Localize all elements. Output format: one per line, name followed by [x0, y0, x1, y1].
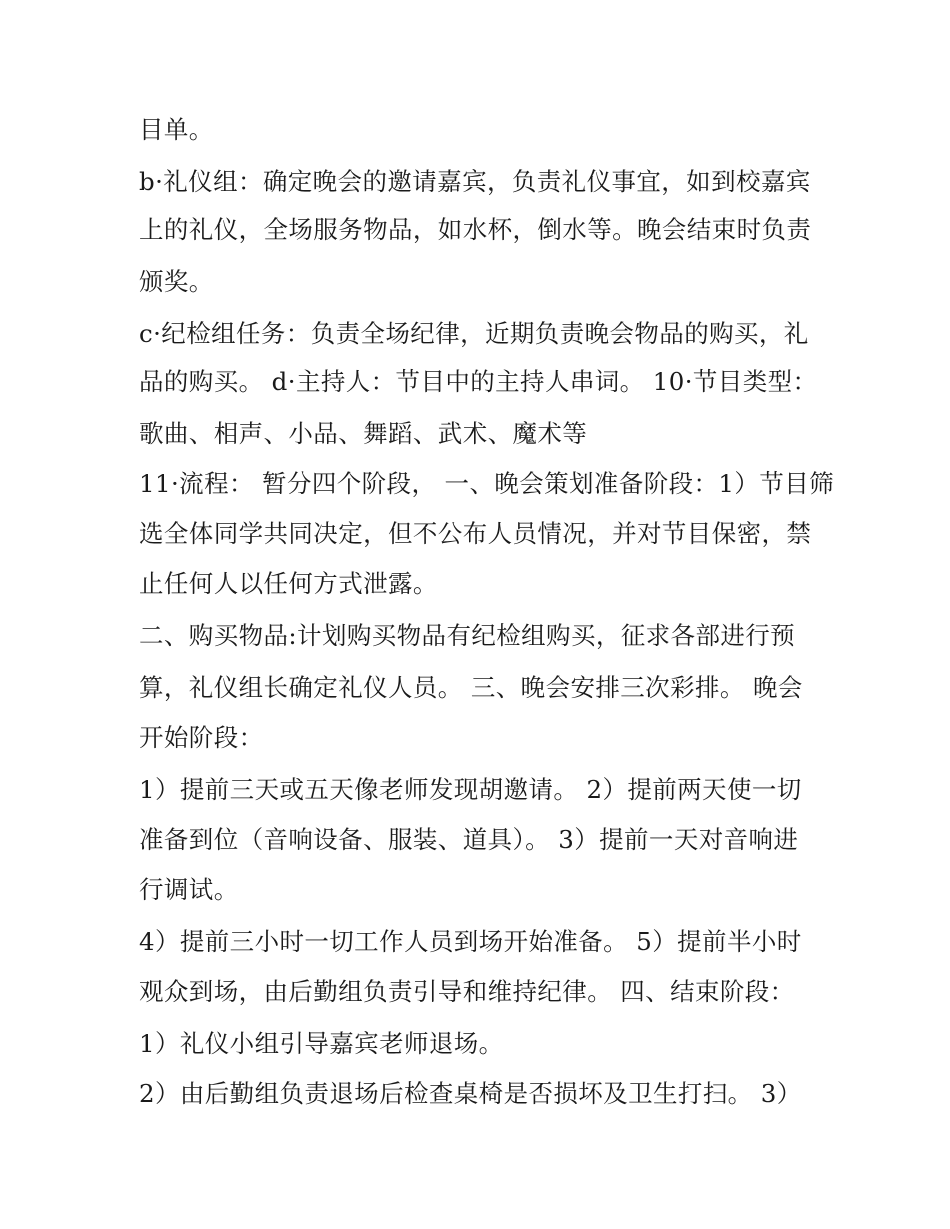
- text-line: 行调试。: [139, 875, 239, 904]
- text-line: 11·流程： 暂分四个阶段， 一、晚会策划准备阶段：1）节目筛: [139, 469, 835, 498]
- text-line: 品的购买。 d·主持人：节目中的主持人串词。 10·节目类型：: [139, 367, 818, 396]
- text-line: 算，礼仪组长确定礼仪人员。 三、晚会安排三次彩排。 晚会: [139, 673, 803, 702]
- text-line: 2）由后勤组负责退场后检查桌椅是否损坏及卫生打扫。 3）: [139, 1079, 802, 1108]
- text-line: 目单。: [139, 115, 214, 144]
- text-line: 歌曲、相声、小品、舞蹈、武术、魔术等: [139, 419, 588, 448]
- text-line: 观众到场，由后勤组负责引导和维持纪律。 四、结束阶段：: [139, 977, 795, 1006]
- text-line: 二、购买物品:计划购买物品有纪检组购买，征求各部进行预: [139, 621, 796, 650]
- text-line: 准备到位（音响设备、服装、道具）。 3）提前一天对音响进: [139, 825, 799, 854]
- text-line: 1）提前三天或五天像老师发现胡邀请。 2）提前两天使一切: [139, 775, 802, 804]
- text-line: 1）礼仪小组引导嘉宾老师退场。: [139, 1029, 504, 1058]
- text-line: 止任何人以任何方式泄露。: [139, 569, 438, 598]
- text-line: 颁奖。: [139, 267, 214, 296]
- text-line: 4）提前三小时一切工作人员到场开始准备。 5）提前半小时: [139, 927, 802, 956]
- text-line: c·纪检组任务：负责全场纪律，近期负责晚会物品的购买，礼: [139, 319, 809, 348]
- text-line: 上的礼仪，全场服务物品，如水杯，倒水等。晚会结束时负责: [139, 215, 812, 244]
- text-line: 开始阶段：: [139, 723, 264, 752]
- text-line: b·礼仪组：确定晚会的邀请嘉宾，负责礼仪事宜，如到校嘉宾: [139, 167, 811, 196]
- text-line: 选全体同学共同决定，但不公布人员情况，并对节目保密，禁: [139, 519, 812, 548]
